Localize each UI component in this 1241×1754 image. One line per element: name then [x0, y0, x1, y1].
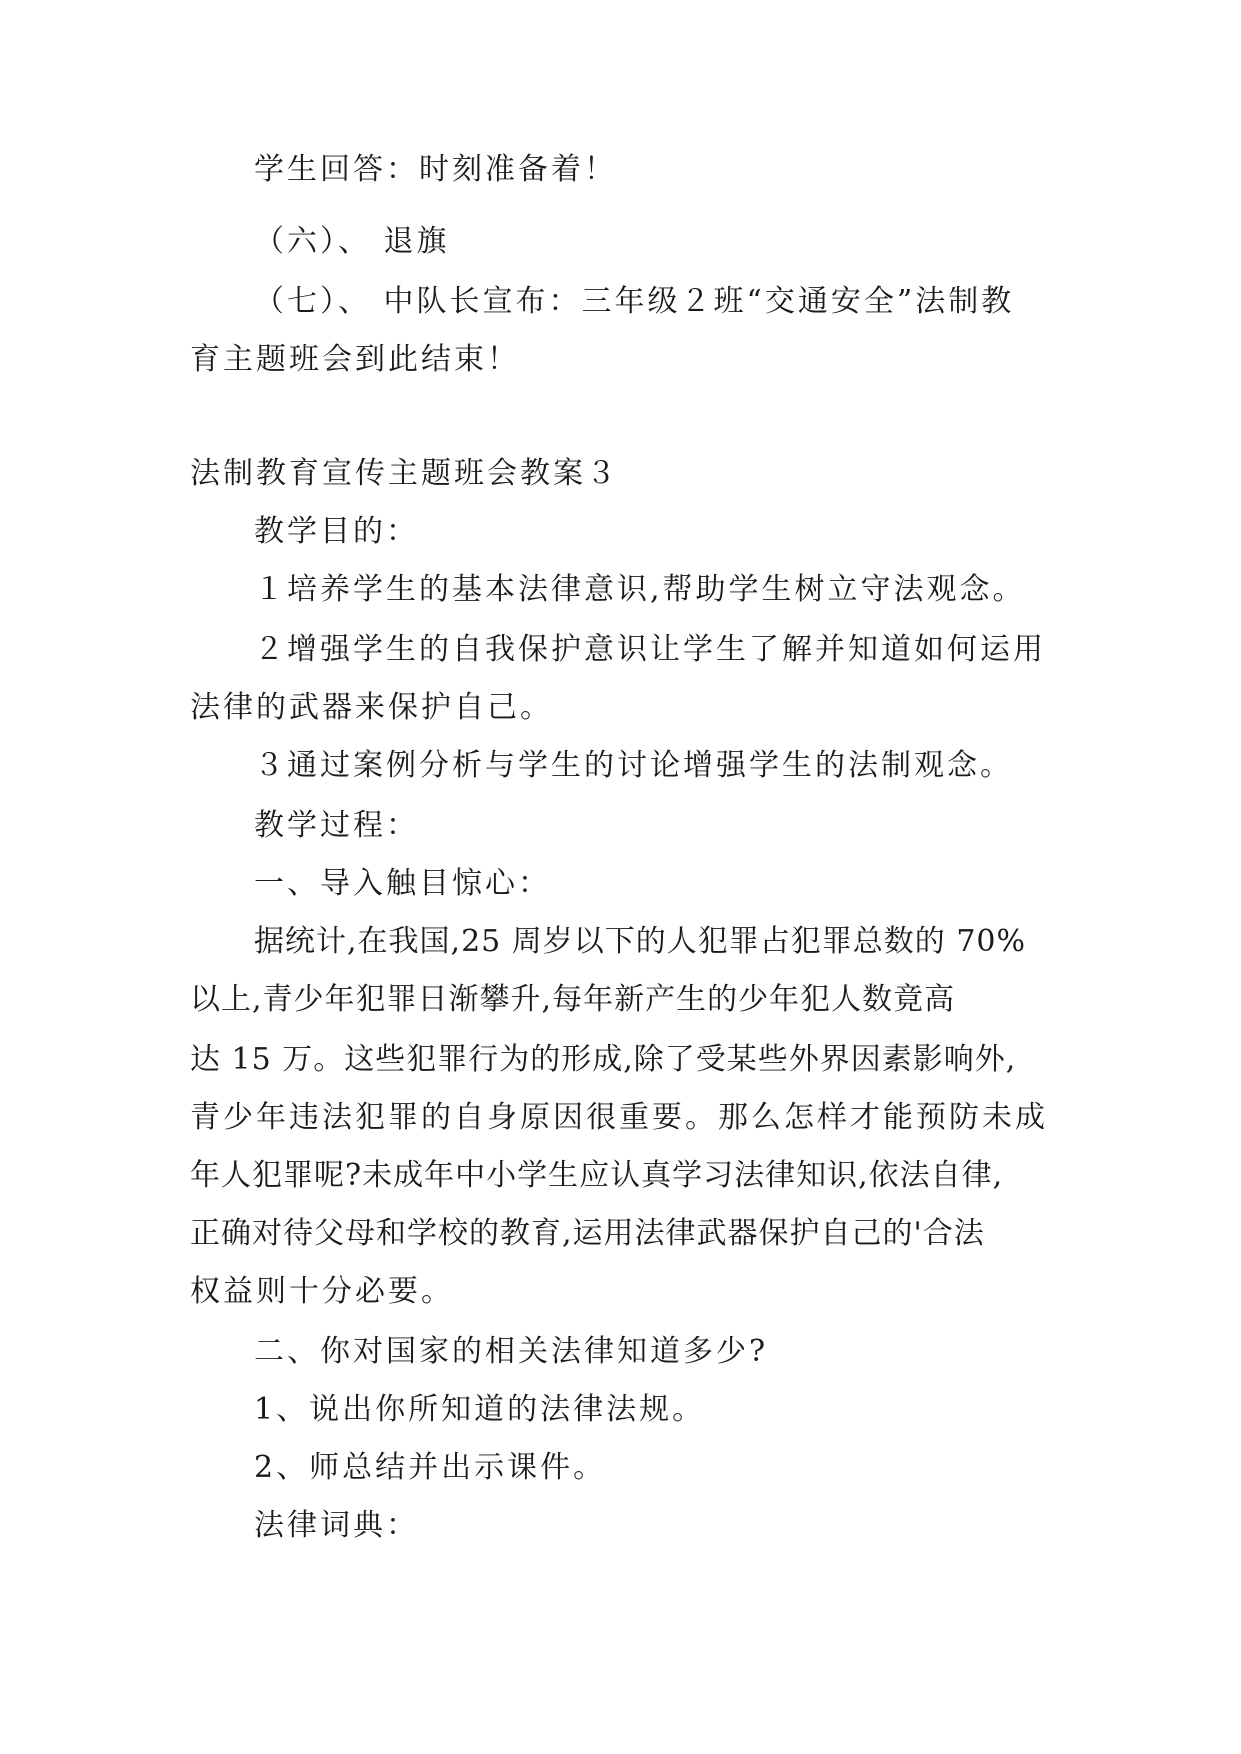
text-line: 法律的武器来保护自己。: [190, 690, 553, 725]
text-line: ３通过案例分析与学生的讨论增强学生的法制观念。: [254, 748, 1013, 783]
text-line: 达 15 万。这些犯罪行为的形成,除了受某些外界因素影响外,: [190, 1042, 1017, 1077]
text-line: ２增强学生的自我保护意识让学生了解并知道如何运用: [254, 632, 1046, 667]
text-line: 以上,青少年犯罪日渐攀升,每年新产生的少年犯人数竟高: [190, 982, 956, 1017]
text-line: 一、导入触目惊心：: [254, 866, 551, 901]
text-line: 权益则十分必要。: [190, 1274, 454, 1309]
text-line: １培养学生的基本法律意识,帮助学生树立守法观念。: [254, 572, 1026, 607]
text-line: 教学目的：: [254, 514, 419, 549]
text-line: （七）、 中队长宣布：三年级２班“交通安全”法制教: [254, 284, 1015, 319]
text-line: 正确对待父母和学校的教育,运用法律武器保护自己的'合法: [190, 1216, 985, 1251]
text-line: 据统计,在我国,25 周岁以下的人犯罪占犯罪总数的 70%: [254, 924, 1026, 959]
text-line: （六）、 退旗: [254, 224, 450, 259]
section-heading: 法制教育宣传主题班会教案３: [190, 456, 619, 491]
text-line: 2、师总结并出示课件。: [254, 1450, 607, 1485]
text-line: 青少年违法犯罪的自身原因很重要。那么怎样才能预防未成: [190, 1100, 1048, 1135]
text-line: 育主题班会到此结束！: [190, 342, 520, 377]
text-line: 年人犯罪呢?未成年中小学生应认真学习法律知识,依法自律,: [190, 1158, 1004, 1193]
text-line: 1、说出你所知道的法律法规。: [254, 1392, 706, 1427]
text-line: 学生回答：时刻准备着！: [254, 152, 617, 187]
text-line: 教学过程：: [254, 808, 419, 843]
text-line: 二、你对国家的相关法律知道多少?: [254, 1334, 769, 1369]
text-line: 法律词典：: [254, 1508, 419, 1543]
